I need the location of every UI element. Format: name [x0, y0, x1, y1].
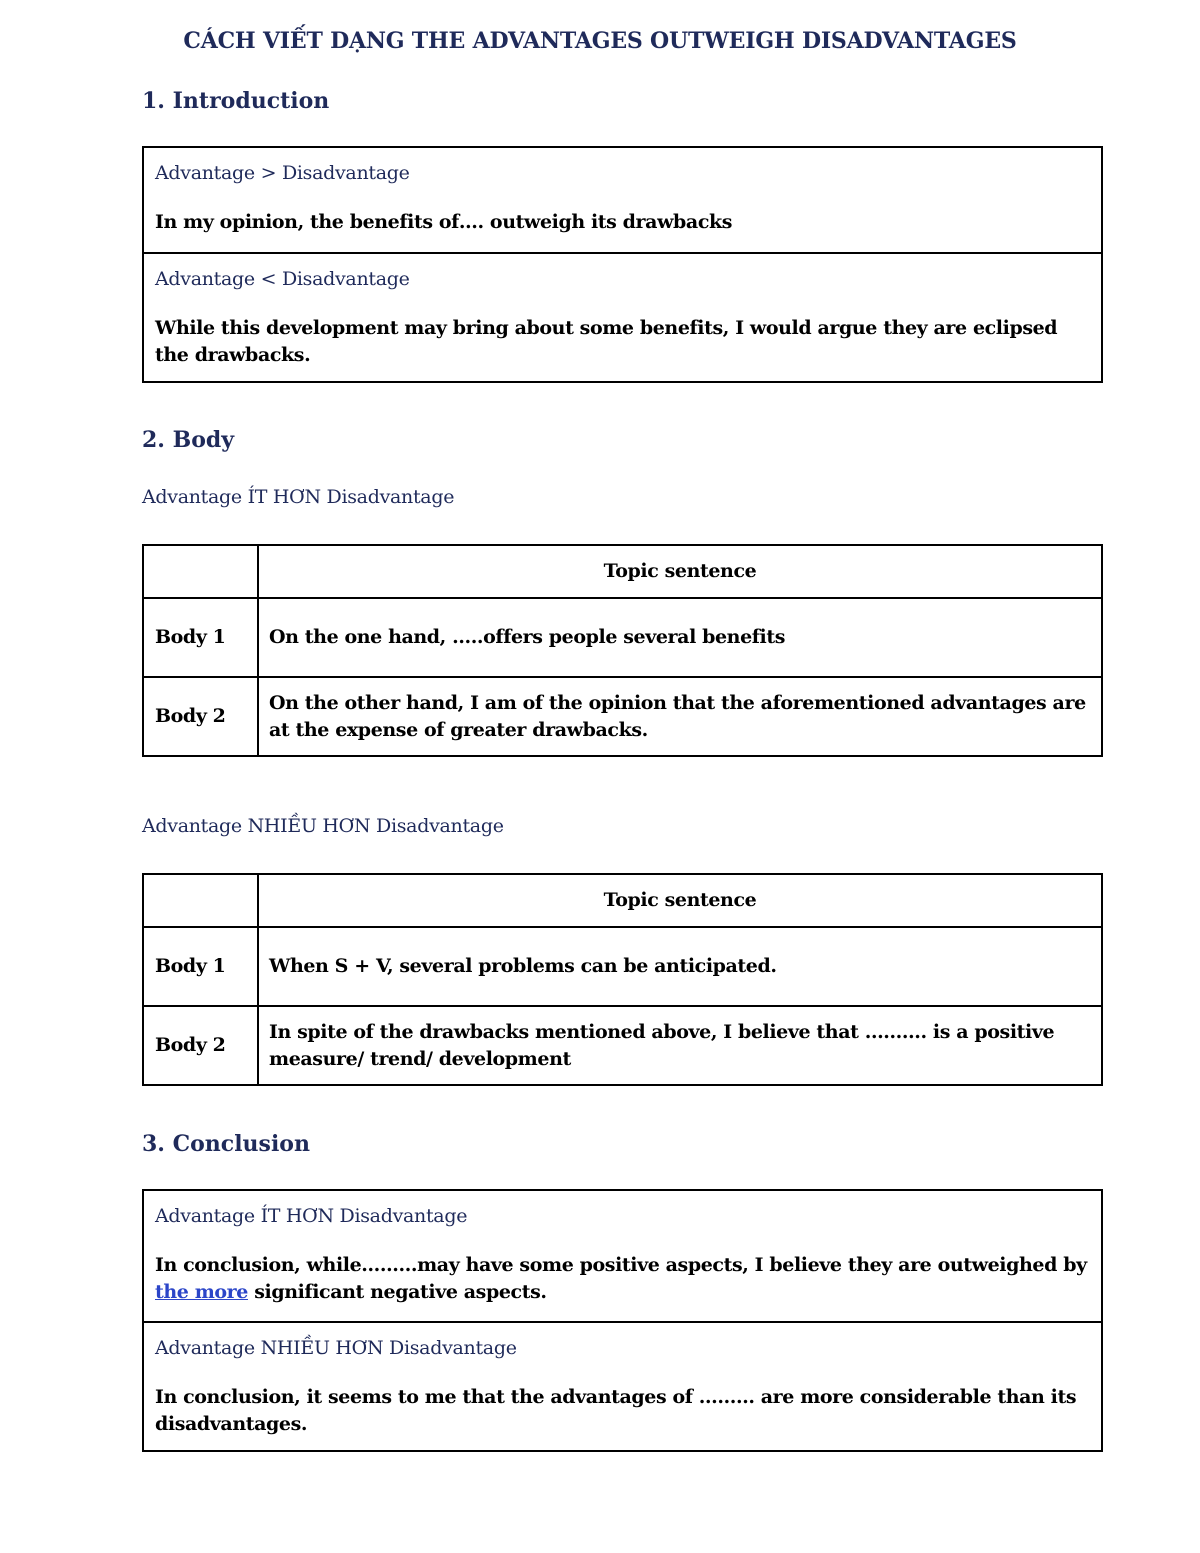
table-header-empty-cell — [143, 545, 258, 598]
table-row — [143, 677, 1102, 756]
table-header-row — [143, 874, 1102, 927]
row-label-cell: Body 2 — [143, 677, 258, 756]
body-table-caption: Advantage NHIỀU HƠN Disadvantage — [142, 815, 504, 837]
row-text-cell: In spite of the drawbacks mentioned above, I believe that ………. is a positive measure/ trend/ development — [258, 1006, 1102, 1085]
section-heading-introduction: 1. Introduction — [142, 88, 330, 114]
intro-row-advantage-less — [144, 252, 1101, 381]
body-table-advantage-less — [142, 544, 1103, 757]
table-header-empty-cell — [143, 874, 258, 927]
table-row — [143, 598, 1102, 677]
row-label-cell: Body 2 — [143, 1006, 258, 1085]
section-heading-conclusion: 3. Conclusion — [142, 1131, 310, 1157]
row-text-cell: When S + V, several problems can be anticipated. — [258, 927, 1102, 1006]
conclusion-row-text: In conclusion, it seems to me that the advantages of ……… are more considerable than its disadvantages. — [155, 1385, 1077, 1435]
table-header-row — [143, 545, 1102, 598]
introduction-box — [142, 146, 1103, 383]
row-label-cell: Body 1 — [143, 598, 258, 677]
row-text-cell: On the other hand, I am of the opinion that the aforementioned advantages are at the expense of greater drawbacks. — [258, 677, 1102, 756]
document-title: CÁCH VIẾT DẠNG THE ADVANTAGES OUTWEIGH DISADVANTAGES — [183, 28, 1017, 54]
row-label-cell: Body 1 — [143, 927, 258, 1006]
conclusion-row-advantage-less — [144, 1191, 1101, 1321]
conclusion-text-before-link: In conclusion, while………may have some positive aspects, I believe they are outweighed by — [155, 1253, 1087, 1276]
table-header-cell: Topic sentence — [258, 874, 1102, 927]
intro-row-label: Advantage > Disadvantage — [155, 162, 410, 184]
intro-row-text: In my opinion, the benefits of…. outweigh its drawbacks — [155, 210, 733, 233]
table-row — [143, 927, 1102, 1006]
conclusion-text-after-link: significant negative aspects. — [247, 1280, 547, 1303]
conclusion-row-text — [155, 1252, 1091, 1306]
intro-row-advantage-greater — [144, 148, 1101, 252]
the-more-link[interactable]: the more — [155, 1280, 248, 1303]
conclusion-row-label: Advantage NHIỀU HƠN Disadvantage — [155, 1337, 517, 1359]
table-row — [143, 1006, 1102, 1085]
conclusion-row-label: Advantage ÍT HƠN Disadvantage — [155, 1205, 468, 1227]
table-header-cell: Topic sentence — [258, 545, 1102, 598]
row-text-cell: On the one hand, …..offers people several benefits — [258, 598, 1102, 677]
conclusion-box — [142, 1189, 1103, 1452]
body-table-advantage-more — [142, 873, 1103, 1086]
intro-row-text: While this development may bring about some benefits, I would argue they are eclipsed the drawbacks. — [155, 316, 1058, 366]
conclusion-row-advantage-more — [144, 1321, 1101, 1450]
section-heading-body: 2. Body — [142, 427, 235, 453]
intro-row-label: Advantage < Disadvantage — [155, 268, 410, 290]
body-table-caption: Advantage ÍT HƠN Disadvantage — [142, 486, 455, 508]
